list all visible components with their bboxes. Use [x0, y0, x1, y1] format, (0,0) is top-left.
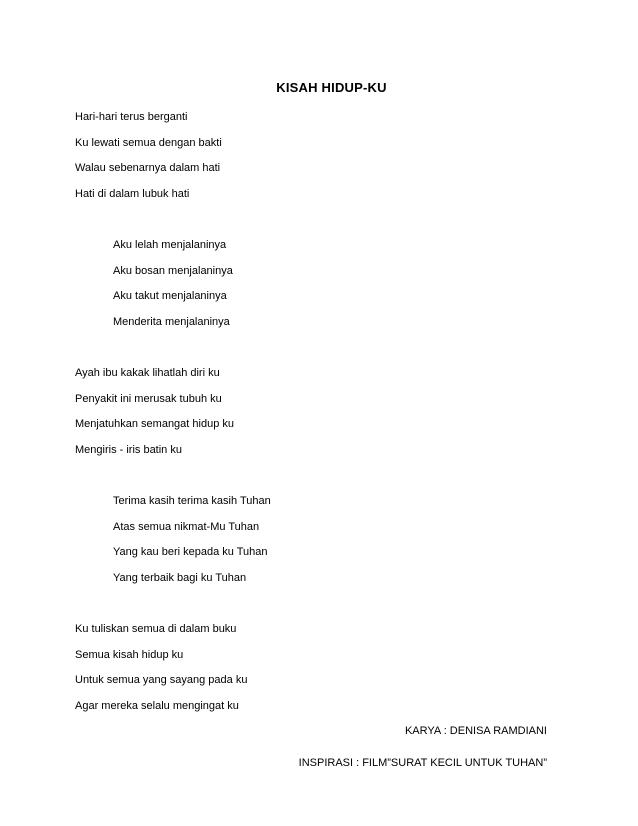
poem-line: Walau sebenarnya dalam hati	[75, 162, 221, 174]
poem-line: Menjatuhkan semangat hidup ku	[75, 418, 234, 430]
poem-line: Agar mereka selalu mengingat ku	[75, 700, 239, 712]
author-credit: KARYA : DENISA RAMDIANI	[404, 725, 547, 737]
poem-line: Hari-hari terus berganti	[75, 111, 188, 123]
poem-line: Atas semua nikmat-Mu Tuhan	[113, 521, 260, 533]
poem-line: Semua kisah hidup ku	[75, 649, 184, 661]
poem-line: Ku lewati semua dengan bakti	[75, 137, 222, 149]
poem-line: Terima kasih terima kasih Tuhan	[113, 495, 271, 507]
inspiration-credit: INSPIRASI : FILM”SURAT KECIL UNTUK TUHAN”	[298, 757, 547, 769]
poem-line: Yang terbaik bagi ku Tuhan	[113, 572, 247, 584]
poem-line: Aku bosan menjalaninya	[113, 265, 233, 277]
poem-line: Penyakit ini merusak tubuh ku	[75, 393, 222, 405]
poem-title: KISAH HIDUP-KU	[276, 80, 387, 95]
poem-line: Yang kau beri kepada ku Tuhan	[113, 546, 268, 558]
poem-line: Ku tuliskan semua di dalam buku	[75, 623, 237, 635]
poem-line: Menderita menjalaninya	[113, 316, 230, 328]
poem-line: Untuk semua yang sayang pada ku	[75, 674, 248, 686]
poem-line: Ayah ibu kakak lihatlah diri ku	[75, 367, 220, 379]
poem-line: Aku lelah menjalaninya	[113, 239, 227, 251]
poem-line: Mengiris - iris batin ku	[75, 444, 182, 456]
poem-line: Hati di dalam lubuk hati	[75, 188, 190, 200]
poem-line: Aku takut menjalaninya	[113, 290, 227, 302]
